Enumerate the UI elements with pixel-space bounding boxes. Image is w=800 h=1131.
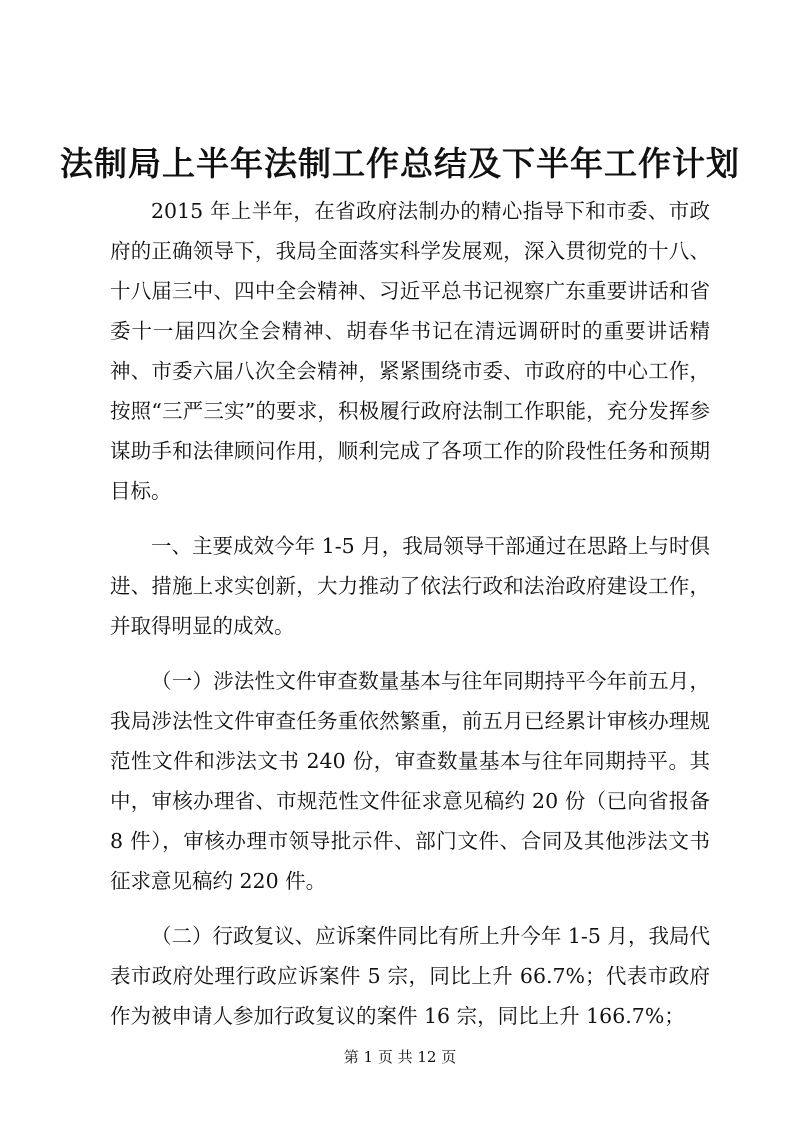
document-body	[110, 191, 710, 1051]
paragraph-section-1: 一、主要成效今年 1-5 月，我局领导干部通过在思路上与时俱进、措施上求实创新，大力推动了依法行政和法治政府建设工作，并取得明显的成效。	[110, 534, 710, 638]
paragraph-subsection-2: （二）行政复议、应诉案件同比有所上升今年 1-5 月，我局代表市政府处理行政应诉案件 5 宗，同比上升 66.7%；代表市政府作为被申请人参加行政复议的案件 16 宗，同比上升 166.7%；	[110, 924, 710, 1028]
document-title: 法制局上半年法制工作总结及下半年工作计划	[60, 144, 740, 183]
page-footer: 第 1 页 共 12 页	[343, 1048, 457, 1066]
paragraph-intro: 2015 年上半年，在省政府法制办的精心指导下和市委、市政府的正确领导下，我局全面落实科学发展观，深入贯彻党的十八、十八届三中、四中全会精神、习近平总书记视察广东重要讲话和省委十一届四次全会精神、胡春华书记在清远调研时的重要讲话精神、市委六届八次全会精神，紧紧围绕市委、市政府的中心工作，按照“三严三实”的要求，积极履行政府法制工作职能，充分发挥参谋助手和法律顾问作用，顺利完成了各项工作的阶段性任务和预期目标。	[110, 199, 710, 503]
paragraph-subsection-1: （一）涉法性文件审查数量基本与往年同期持平今年前五月，我局涉法性文件审查任务重依然繁重，前五月已经累计审核办理规范性文件和涉法文书 240 份，审查数量基本与往年同期持平。其中，审核办理省、市规范性文件征求意见稿约 20 份（已向省报备 8 件），审核办理市领导批示件、部门文件、合同及其他涉法文书征求意见稿约 220 件。	[110, 669, 710, 893]
